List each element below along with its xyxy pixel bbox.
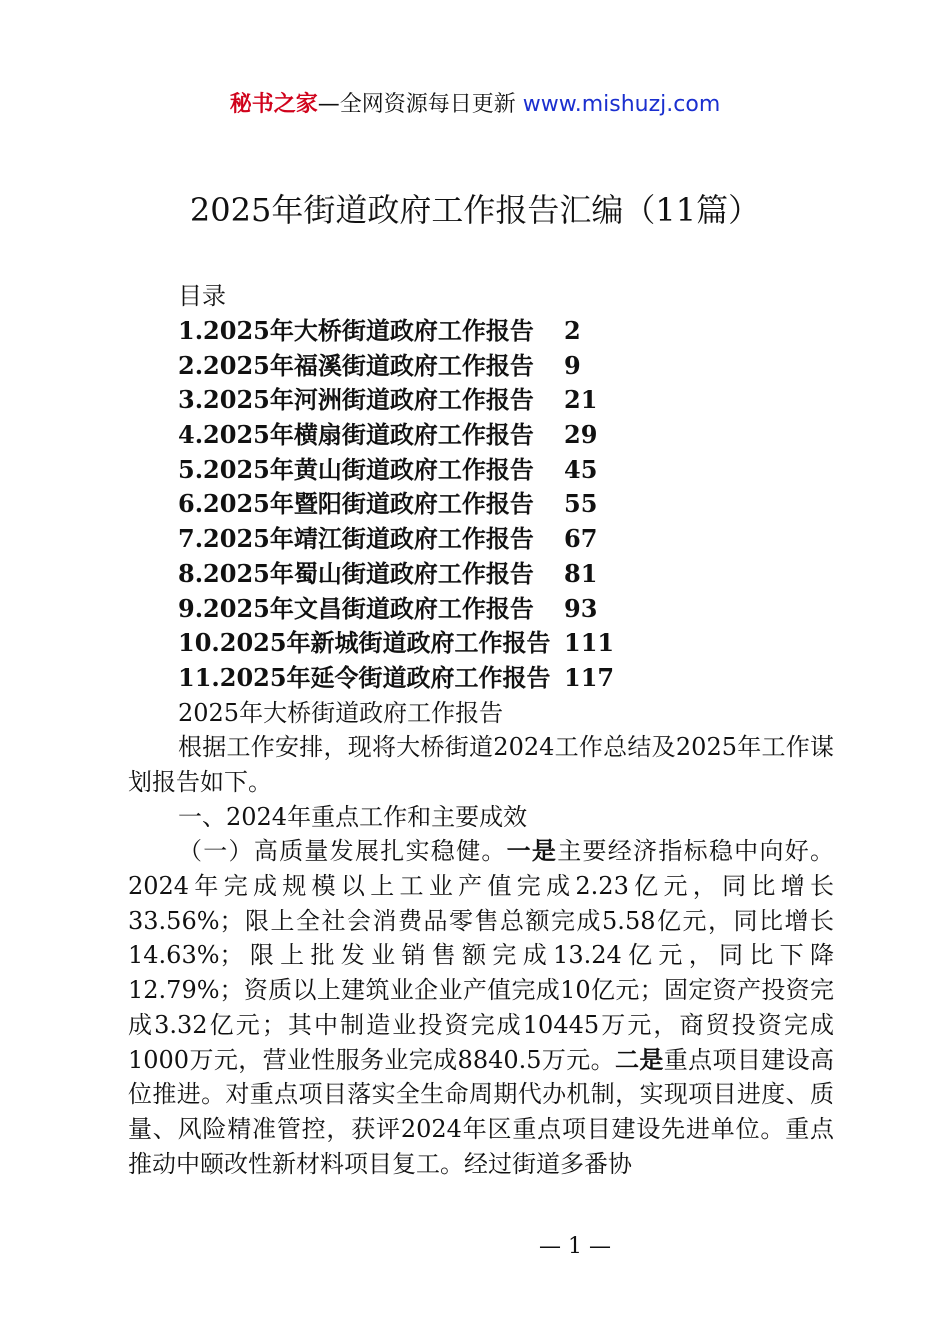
toc-item-title: 2.2025年福溪街道政府工作报告 — [178, 350, 534, 380]
toc-item-title: 8.2025年蜀山街道政府工作报告 — [178, 558, 534, 588]
toc-item[interactable] — [178, 626, 834, 661]
paragraph-text: 主要经济指标稳中向好。2024年完成规模以上工业产值完成2.23亿元，同比增长33.56%；限上全社会消费品零售总额完成5.58亿元，同比增长14.63%；限上批发业销售额完成13.24亿元，同比下降12.79%；资质以上建筑业企业产值完成10亿元；固定资产投资完成3.32亿元；其中制造业投资完成10445万元，商贸投资完成1000万元，营业性服务业完成8840.5万元。 — [128, 837, 835, 1074]
toc-item[interactable] — [178, 557, 834, 592]
toc-item-page: 9 — [564, 350, 581, 380]
toc-item-page: 93 — [564, 593, 598, 623]
banner-tagline: —全网资源每日更新 — [317, 92, 523, 117]
page-number: — 1 — — [539, 1234, 611, 1259]
toc-item-page: 81 — [564, 558, 598, 588]
body-paragraph — [128, 834, 834, 1181]
toc-item-page: 45 — [564, 454, 598, 484]
toc-item-page: 67 — [564, 524, 598, 554]
toc-item-title: 6.2025年暨阳街道政府工作报告 — [178, 489, 534, 519]
section-heading: 一、2024年重点工作和主要成效 — [178, 802, 528, 831]
emphasis-first: 一是 — [506, 836, 558, 866]
toc-item-title: 4.2025年横扇街道政府工作报告 — [178, 420, 534, 450]
site-url-link[interactable]: www.mishuzj.com — [522, 92, 721, 117]
document-title: 2025年街道政府工作报告汇编（11篇） — [189, 191, 761, 229]
toc-item-title: 5.2025年黄山街道政府工作报告 — [178, 454, 534, 484]
toc-item-title: 1.2025年大桥街道政府工作报告 — [178, 316, 534, 345]
toc-item[interactable] — [178, 661, 834, 696]
toc-item[interactable] — [178, 418, 834, 453]
toc-item-page: 2 — [564, 316, 581, 345]
toc-item-page: 111 — [564, 628, 615, 658]
toc-item[interactable] — [178, 314, 834, 349]
toc-item-page: 117 — [564, 662, 615, 692]
toc-item-title: 10.2025年新城街道政府工作报告 — [178, 628, 551, 658]
site-banner — [0, 88, 950, 122]
table-of-contents — [128, 314, 834, 696]
toc-item-title: 7.2025年靖江街道政府工作报告 — [178, 524, 534, 554]
toc-item-title: 3.2025年河洲街道政府工作报告 — [178, 385, 534, 415]
toc-item[interactable] — [178, 383, 834, 418]
toc-item-title: 11.2025年延令街道政府工作报告 — [178, 662, 551, 692]
toc-item[interactable] — [178, 522, 834, 557]
emphasis-second: 二是 — [615, 1044, 664, 1074]
brand-name: 秘书之家 — [229, 92, 318, 117]
toc-item-page: 29 — [564, 420, 598, 450]
document-body — [128, 278, 834, 1181]
section-title: 2025年大桥街道政府工作报告 — [178, 698, 504, 727]
toc-item[interactable] — [178, 453, 834, 488]
paragraph-lead: （一）高质量发展扎实稳健。 — [178, 837, 507, 866]
intro-paragraph: 根据工作安排，现将大桥街道2024工作总结及2025年工作谋划报告如下。 — [128, 733, 834, 796]
toc-label: 目录 — [178, 282, 226, 310]
toc-item-page: 55 — [564, 489, 598, 519]
toc-item[interactable] — [178, 349, 834, 384]
toc-item[interactable] — [178, 592, 834, 627]
toc-item-page: 21 — [564, 385, 598, 415]
toc-item-title: 9.2025年文昌街道政府工作报告 — [178, 593, 534, 623]
paragraph-text: 重点项目建设高位推进。对重点项目落实全生命周期代办机制，实现项目进度、质量、风险精准管控，获评2024年区重点项目建设先进单位。重点推动中颐改性新材料项目复工。经过街道多番协 — [128, 1045, 834, 1178]
toc-item[interactable] — [178, 487, 834, 522]
